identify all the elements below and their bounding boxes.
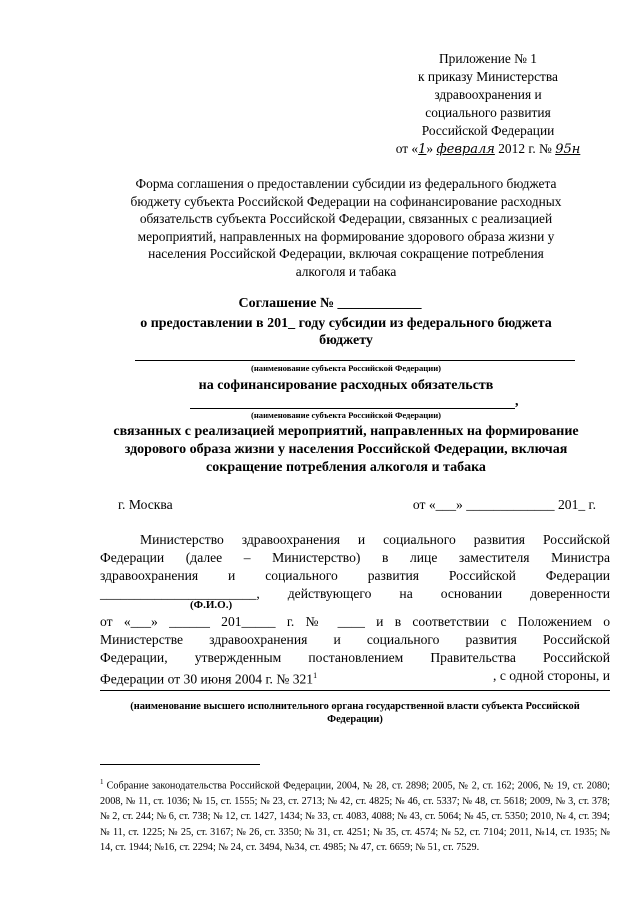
body-line-8-b: , с одной стороны, и [493, 668, 610, 683]
caption-organ [100, 700, 610, 726]
footnote-separator [100, 764, 260, 765]
caption-organ-line-1: (наименование высшего исполнительного органа государственной власти субъекта Российской [130, 701, 580, 712]
agreement-line-3: бюджету [319, 333, 373, 348]
handwritten-month: февраля [436, 142, 495, 157]
footnote [100, 775, 610, 856]
fio-caption: (Ф.И.О.) [190, 599, 233, 611]
form-title-line: мероприятий, направленных на формирование здорового образа жизни у [137, 228, 555, 244]
agreement-line-2: о предоставлении в 201_ году субсидии из федерального бюджета [140, 316, 552, 331]
organ-name-line [100, 690, 610, 691]
date-year: 2012 г. № [498, 141, 552, 156]
body-line-8 [100, 667, 610, 688]
body-line-1: Министерство здравоохранения и социального развития Российской [140, 532, 610, 547]
caption-organ-line-2: Федерации) [327, 714, 383, 725]
form-title-line: населения Российской Федерации, включая сокращение потребления [148, 246, 544, 262]
handwritten-day: 1 [418, 142, 427, 157]
annex-line-4: социального развития [425, 105, 551, 120]
comma: , [515, 394, 519, 409]
body-line-7: Федерации, утвержденным постановлением Правительства Российской [100, 650, 610, 665]
body-line-8-a [100, 667, 317, 688]
date-prefix: от « [395, 141, 419, 156]
agreement-date: от «___» _____________ 201_ г. [412, 497, 596, 512]
annex-line-3: здравоохранения и [434, 87, 542, 102]
subject-name-line [135, 360, 575, 361]
form-title-line: обязательств субъекта Российской Федерации, связанных с реализацией [139, 211, 553, 227]
form-title-line: Форма соглашения о предоставлении субсидии из федерального бюджета [135, 176, 557, 191]
annex-date [378, 140, 598, 159]
body-line-5: от «___» ______ 201_____ г. № ____ и в соответствии с Положением о [100, 614, 610, 629]
caption-subject-2: (наименование субъекта Российской Федерации) [250, 410, 442, 420]
agreement-line-6: здорового образа жизни у населения Российской Федерации, включая [124, 442, 568, 457]
annex-line-2: к приказу Министерства [418, 69, 558, 84]
date-mid: » [426, 141, 434, 156]
agreement-title: Соглашение № ____________ [238, 296, 422, 311]
body-line-2: Федерации (далее – Министерство) в лице заместителя Министра [100, 550, 610, 565]
body-line-4: _______________________, действующего на основании доверенности [100, 586, 610, 601]
annex-block [378, 50, 598, 159]
footnote-ref: 1 [313, 671, 318, 680]
body-line-8-text: Федерации от 30 июня 2004 г. № 321 [100, 671, 314, 687]
city: г. Москва [118, 497, 173, 512]
footnote-text: Собрание законодательства Российской Федерации, 2004, № 28, ст. 2898; 2005, № 2, ст. 162; 2006, № 19, ст. 2080; 2008, № 11, ст. 1036; № 15, ст. 1555; № 23, ст. 2713; № 42, ст. 4825; № 46, ст. 5337; № 48, ст. 5618; 2009, № 3, ст. 378; № 2, ст. 244; № 6, ст. 738; № 12, ст. 1427, 1434; № 33, ст. 4083, 4088; № 43, ст. 5064; № 45, ст. 5350; 2010, № 4, ст. 394; № 11, ст. 1225; № 25, ст. 3167; № 26, ст. 3350; № 31, ст. 4251; № 35, ст. 4574; № 52, ст. 7104; 2011, №14, ст. 1935; № 14, ст. 1944; №16, ст. 2294; № 24, ст. 3494, №34, ст. 4985; № 47, ст. 6659; № 51, ст. 7529. [100, 780, 610, 854]
annex-line-1: Приложение № 1 [438, 51, 538, 66]
annex-line-5: Российской Федерации [421, 123, 555, 138]
caption-subject-1: (наименование субъекта Российской Федерации) [250, 363, 442, 373]
agreement-line-4: на софинансирование расходных обязательств [198, 378, 494, 393]
body-line-3: здравоохранения и социального развития Российской Федерации [100, 568, 610, 583]
form-title [96, 175, 596, 281]
agreement-line-5: связанных с реализацией мероприятий, направленных на формирование [113, 424, 579, 439]
body-line-6: Министерстве здравоохранения и социального развития Российской [100, 632, 610, 647]
subject-name-line-2 [190, 408, 515, 409]
agreement-line-7: сокращение потребления алкоголя и табака [206, 460, 486, 475]
form-title-line: алкоголя и табака [295, 263, 397, 279]
form-title-line: бюджету субъекта Российской Федерации на софинансирование расходных [130, 193, 562, 209]
handwritten-number: 95н [555, 142, 581, 157]
footnote-mark: 1 [100, 778, 104, 786]
